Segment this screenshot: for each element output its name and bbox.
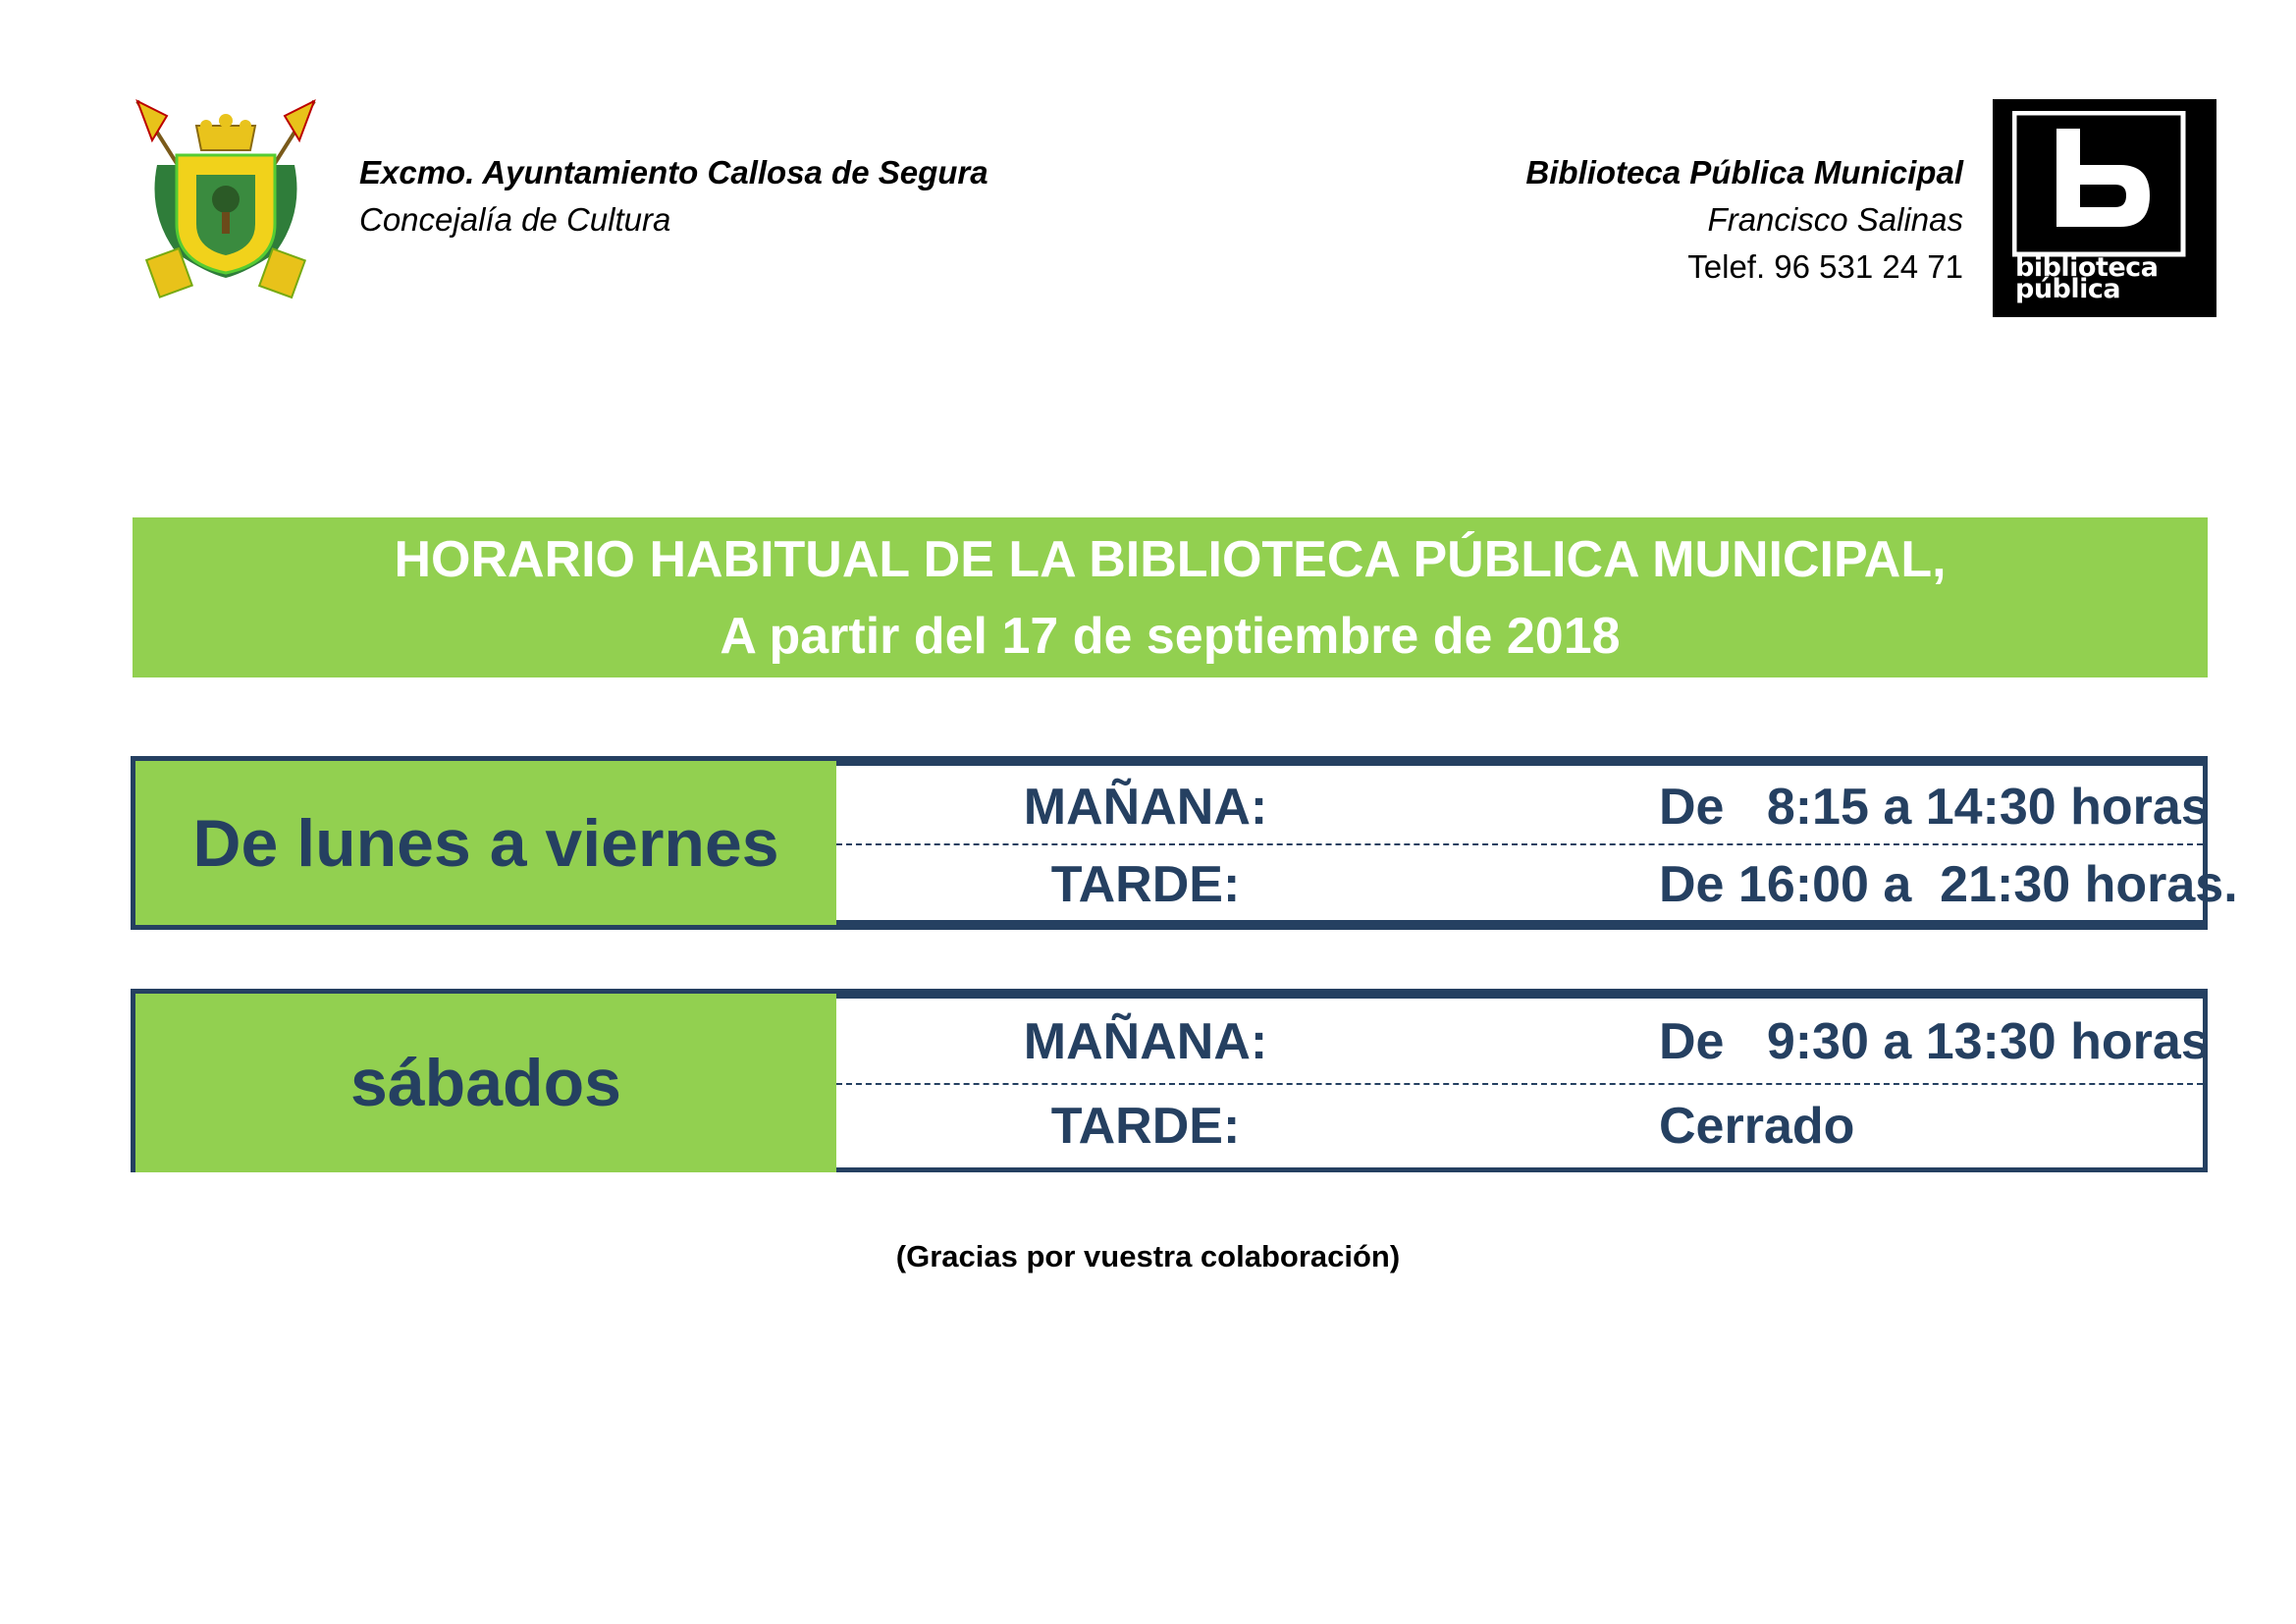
department-name: Concejalía de Cultura: [359, 201, 671, 238]
schedule-banner: [133, 517, 2208, 677]
saturday-hours-table: [836, 994, 2208, 1172]
logo-text-biblioteca: biblioteca: [2015, 252, 2159, 283]
coat-of-arms-icon: [128, 96, 324, 307]
saturday-schedule: [131, 989, 2208, 1172]
morning-hours: De 8:15 a 14:30 horas: [1659, 779, 2210, 836]
library-person: Francisco Salinas: [1707, 201, 1963, 238]
library-name: Biblioteca Pública Municipal: [1525, 154, 1963, 190]
saturday-label: sábados: [135, 994, 836, 1172]
logo-text-publica: pública: [2015, 274, 2121, 304]
header-left: [359, 149, 988, 244]
morning-label: MAÑANA:: [1023, 1013, 1268, 1070]
afternoon-hours: Cerrado: [1659, 1098, 1855, 1155]
library-b-glyph-icon: [2012, 111, 2189, 260]
library-b-logo-icon: [1993, 99, 2216, 317]
header-right: [1525, 149, 1963, 291]
afternoon-label: TARDE:: [1050, 1098, 1241, 1155]
council-name: Excmo. Ayuntamiento Callosa de Segura: [359, 154, 988, 190]
saturday-morning-row: [836, 999, 2210, 1085]
afternoon-label: TARDE:: [1050, 855, 1241, 913]
banner-title: HORARIO HABITUAL DE LA BIBLIOTECA PÚBLICA MUNICIPAL,: [394, 531, 1947, 588]
saturday-afternoon-row: [836, 1083, 2203, 1167]
afternoon-hours: De 16:00 a 21:30 horas.: [1659, 855, 2238, 913]
weekday-afternoon-row: [836, 843, 2238, 921]
banner-subtitle: A partir del 17 de septiembre de 2018: [720, 608, 1621, 665]
weekday-hours-table: [836, 761, 2238, 925]
morning-hours: De 9:30 a 13:30 horas: [1659, 1013, 2210, 1070]
morning-label: MAÑANA:: [1023, 779, 1268, 836]
thanks-note: (Gracias por vuestra colaboración): [895, 1239, 1401, 1273]
weekday-schedule: [131, 756, 2238, 930]
weekday-label: De lunes a viernes: [135, 761, 836, 925]
library-phone: Telef. 96 531 24 71: [1687, 248, 1963, 285]
weekday-morning-row: [836, 766, 2210, 845]
